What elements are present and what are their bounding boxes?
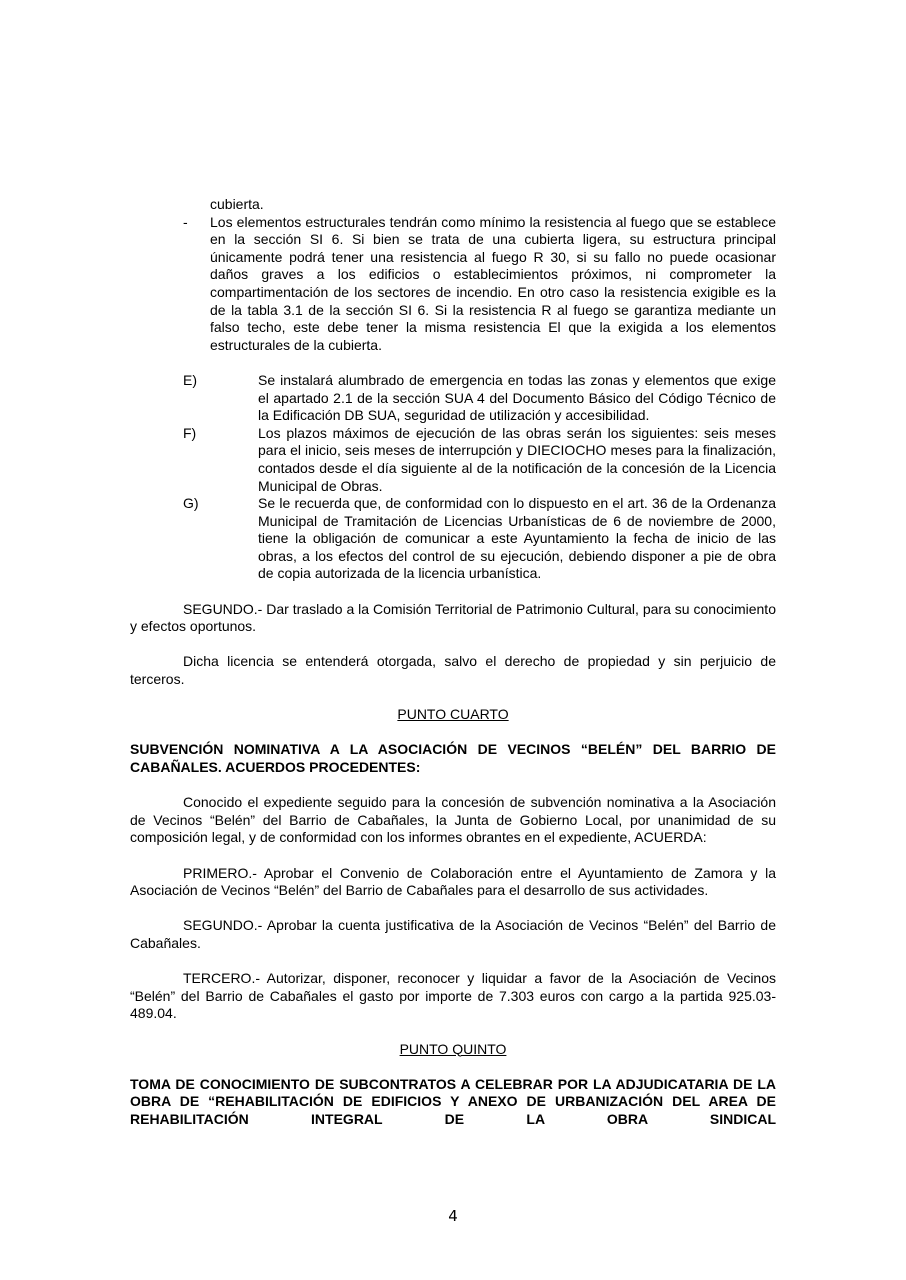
punto-cuarto-intro: Conocido el expediente seguido para la concesión de subvención nominativa a la Asociación de Vecinos “Belén” del Barrio de Cabañales, la Junta de Gobierno Local, por unanimidad de su composición legal, y de conformidad con los informes obrantes en el expediente, ACUERDA: — [130, 794, 776, 846]
punto-quinto-heading: PUNTO QUINTO — [399, 1040, 507, 1057]
segundo-paragraph: SEGUNDO.- Aprobar la cuenta justificativa de la Asociación de Vecinos “Belén” del Barrio de Cabañales. — [130, 917, 776, 951]
primero-paragraph: PRIMERO.- Aprobar el Convenio de Colaboración entre el Ayuntamiento de Zamora y la Asociación de Vecinos “Belén” del Barrio de Cabañales para el desarrollo de sus actividades. — [130, 864, 776, 899]
punto-quinto-title: TOMA DE CONOCIMIENTO DE SUBCONTRATOS A CELEBRAR POR LA ADJUDICATARIA DE LA OBRA DE “REHABILITACIÓN DE EDIFICIOS Y ANEXO DE URBANIZACIÓN DEL AREA DE REHABILITACIÓN INTEGRAL DE LA OBRA SINDICAL — [130, 1075, 776, 1127]
item-letter: E) — [183, 371, 197, 388]
item-text: Se le recuerda que, de conformidad con lo dispuesto en el art. 36 de la Ordenanza Municipal de Tramitación de Licencias Urbanísticas de 6 de noviembre de 2000, tiene la obligación de comunicar a este Ayuntamiento la fecha de inicio de las obras, a los efectos del control de su ejecución, debiendo disponer a pie de obra de copia autorizada de la licencia urbanística. — [258, 495, 776, 582]
bullet-text: Los elementos estructurales tendrán como mínimo la resistencia al fuego que se establece en la sección SI 6. Si bien se trata de una cubierta ligera, su estructura principal únicamente podrá tener una resistencia al fuego R 30, si su fallo no puede ocasionar daños graves a los edificios o establecimientos próximos, ni comprometer la compartimentación de los sectores de incendio. En otro caso la resistencia exigible es la de la tabla 3.1 de la sección SI 6. Si la resistencia R al fuego se garantiza mediante un falso techo, este debe tener la misma resistencia El que la exigida a los elementos estructurales de la cubierta. — [210, 213, 776, 353]
lettered-item-f — [130, 425, 776, 495]
item-letter: F) — [183, 424, 197, 441]
punto-cuarto-title: SUBVENCIÓN NOMINATIVA A LA ASOCIACIÓN DE VECINOS “BELÉN” DEL BARRIO DE CABAÑALES. ACUERDOS PROCEDENTES: — [130, 741, 776, 775]
lettered-item-g — [130, 495, 776, 583]
bullet-item — [130, 214, 776, 355]
page-number: 4 — [448, 1207, 458, 1225]
punto-cuarto-heading: PUNTO CUARTO — [397, 706, 509, 723]
item-text: Se instalará alumbrado de emergencia en todas las zonas y elementos que exige el apartado 2.1 de la sección SUA 4 del Documento Básico del Código Técnico de la Edificación DB SUA, seguridad de utilización y accesibilidad. — [258, 371, 776, 424]
page-content — [130, 196, 776, 1128]
continuation-text: cubierta. — [210, 196, 264, 212]
tercero-paragraph: TERCERO.- Autorizar, disponer, reconocer y liquidar a favor de la Asociación de Vecinos “Belén” del Barrio de Cabañales el gasto por importe de 7.303 euros con cargo a la partida 925.03-489.04. — [130, 970, 776, 1022]
item-letter: G) — [183, 495, 199, 512]
licencia-paragraph: Dicha licencia se entenderá otorgada, salvo el derecho de propiedad y sin perjuicio de terceros. — [130, 653, 776, 688]
bullet-marker: - — [183, 213, 188, 230]
item-text: Los plazos máximos de ejecución de las obras serán los siguientes: seis meses para el inicio, seis meses de interrupción y DIECIOCHO meses para la finalización, contados desde el día siguiente al de la notificación de la concesión de la Licencia Municipal de Obras. — [258, 424, 776, 494]
segundo-traslado-paragraph: SEGUNDO.- Dar traslado a la Comisión Territorial de Patrimonio Cultural, para su conocimiento y efectos oportunos. — [130, 600, 776, 635]
lettered-item-e — [130, 372, 776, 425]
